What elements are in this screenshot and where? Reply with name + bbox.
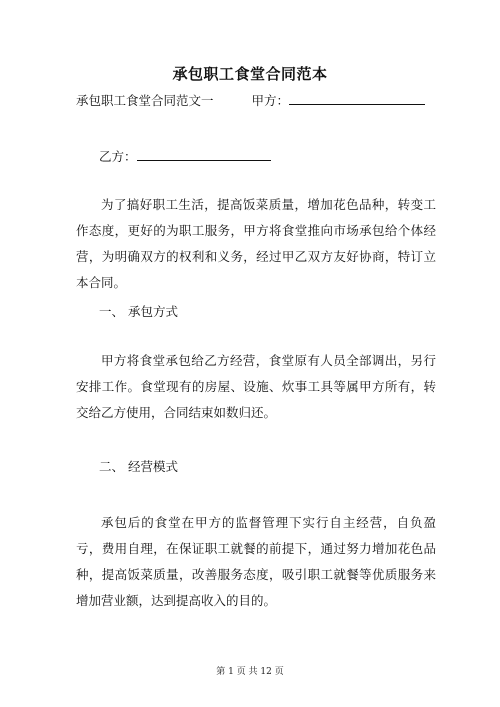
party-b-label: 乙方：	[99, 149, 137, 164]
section-1-heading	[99, 302, 178, 322]
subtitle-line	[76, 90, 425, 111]
section-2-body: 承包后的食堂在甲方的监督管理下实行自主经营，自负盈亏，费用自理，在保证职工就餐的前提下，通过努力增加花色品种，提高饭菜质量，改善服务态度，吸引职工就餐等优质服务来增加营业额，达到提高收入的目的。	[76, 515, 436, 608]
document-subtitle: 承包职工食堂合同范文一	[76, 93, 214, 108]
party-a-blank	[289, 90, 425, 105]
page-footer: 第 1 页 共 12 页	[216, 667, 284, 677]
party-b-line	[99, 146, 271, 167]
section-1-title: 承包方式	[128, 304, 179, 319]
section-1-body: 甲方将食堂承包给乙方经营，食堂原有人员全部调出，另行安排工作。食堂现有的房屋、设施、炊事工具等属甲方所有，转交给乙方使用，合同结束如数归还。	[76, 353, 436, 420]
section-2-number: 二、	[99, 459, 125, 474]
document-title: 承包职工食堂合同范本	[172, 65, 328, 83]
party-a-label: 甲方：	[251, 93, 290, 108]
party-b-blank	[137, 146, 271, 161]
intro-paragraph: 为了搞好职工生活，提高饭菜质量，增加花色品种，转变工作态度，更好的为职工服务，甲方将食堂推向市场承包给个体经营，为明确双方的权利和义务，经过甲乙双方友好协商，特订立本合同。	[76, 197, 436, 290]
section-2-heading	[99, 457, 178, 477]
section-2-title: 经营模式	[128, 459, 179, 474]
section-1-number: 一、	[99, 304, 125, 319]
